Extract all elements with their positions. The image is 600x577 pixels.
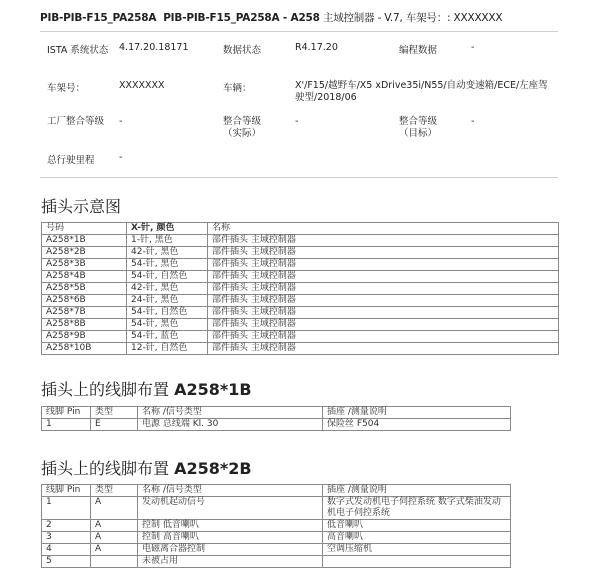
table-row bbox=[42, 419, 511, 431]
column-header-pins-color: X-针, 颜色 bbox=[127, 223, 208, 235]
mileage-label: 总行驶里程 bbox=[47, 155, 95, 166]
column-header-pin: 线脚 Pin bbox=[42, 485, 91, 497]
connector-name-cell: 部件插头 主域控制器 bbox=[208, 319, 559, 331]
connector-pins-color-cell: 54-针, 自然色 bbox=[127, 307, 208, 319]
target-level-label: 整合等级（目标） bbox=[399, 116, 438, 139]
pin-signal-cell: 电源 总线端 Kl. 30 bbox=[138, 419, 323, 431]
connector-number-cell: A258*6B bbox=[42, 295, 127, 307]
pin-type-cell: A bbox=[91, 520, 138, 532]
connector-number-cell: A258*7B bbox=[42, 307, 127, 319]
table-row bbox=[42, 319, 559, 331]
connector-name-cell: 部件插头 主域控制器 bbox=[208, 331, 559, 343]
pin-measurement-cell: 低音喇叭 bbox=[323, 520, 511, 532]
table-row bbox=[42, 271, 559, 283]
table-row bbox=[42, 497, 511, 520]
connector-name-cell: 部件插头 主域控制器 bbox=[208, 283, 559, 295]
table-row bbox=[42, 295, 559, 307]
pin-measurement-cell: 空调压缩机 bbox=[323, 544, 511, 556]
datastate-value: R4.17.20 bbox=[295, 42, 338, 53]
pin-signal-cell: 未被占用 bbox=[138, 556, 323, 568]
connector-number-cell: A258*5B bbox=[42, 283, 127, 295]
table-row bbox=[42, 343, 559, 355]
pin-number-cell: 5 bbox=[42, 556, 91, 568]
connector-pins-color-cell: 42-针, 黑色 bbox=[127, 283, 208, 295]
table-row bbox=[42, 247, 559, 259]
pin-number-cell: 1 bbox=[42, 497, 91, 520]
connector-number-cell: A258*1B bbox=[42, 235, 127, 247]
connector-pins-color-cell: 54-针, 黑色 bbox=[127, 259, 208, 271]
column-header-type: 类型 bbox=[91, 407, 138, 419]
pin-1b-title: 插头上的线脚布置 A258*1B bbox=[41, 380, 252, 399]
pin-number-cell: 4 bbox=[42, 544, 91, 556]
actual-level-label: 整合等级（实际） bbox=[223, 116, 262, 139]
table-row bbox=[42, 235, 559, 247]
column-header-measurement: 插座 /测量说明 bbox=[323, 407, 511, 419]
connector-name-cell: 部件插头 主域控制器 bbox=[208, 271, 559, 283]
programming-label: 编程数据 bbox=[399, 45, 438, 56]
connector-name-cell: 部件插头 主域控制器 bbox=[208, 247, 559, 259]
header-title-rest: 主域控制器 - V.7, 车架号：: XXXXXXX bbox=[319, 12, 503, 24]
vin-label: 车架号： bbox=[47, 83, 86, 94]
pin-number-cell: 3 bbox=[42, 532, 91, 544]
pin-measurement-cell bbox=[323, 556, 511, 568]
table-row bbox=[42, 259, 559, 271]
pin-2b-table bbox=[41, 484, 511, 568]
pin-type-cell: E bbox=[91, 419, 138, 431]
column-header-pin: 线脚 Pin bbox=[42, 407, 91, 419]
table-header-row bbox=[42, 223, 559, 235]
table-row bbox=[42, 556, 511, 568]
table-row bbox=[42, 532, 511, 544]
vin-value: XXXXXXX bbox=[119, 80, 165, 91]
pin-signal-cell: 发动机起动信号 bbox=[138, 497, 323, 520]
connector-name-cell: 部件插头 主域控制器 bbox=[208, 235, 559, 247]
ista-label: ISTA 系统状态 bbox=[47, 45, 109, 56]
table-row bbox=[42, 283, 559, 295]
table-row bbox=[42, 544, 511, 556]
table-row bbox=[42, 331, 559, 343]
connector-pins-color-cell: 1-针, 黑色 bbox=[127, 235, 208, 247]
connector-number-cell: A258*9B bbox=[42, 331, 127, 343]
pin-type-cell: A bbox=[91, 497, 138, 520]
info-divider bbox=[40, 177, 558, 178]
connector-pins-color-cell: 54-针, 蓝色 bbox=[127, 331, 208, 343]
connector-pins-color-cell: 42-针, 黑色 bbox=[127, 247, 208, 259]
programming-value: - bbox=[471, 42, 475, 53]
pin-measurement-cell: 数字式发动机电子伺控系统 数字式柴油发动机电子伺控系统 bbox=[323, 497, 511, 520]
connector-pins-color-cell: 54-针, 自然色 bbox=[127, 271, 208, 283]
actual-level-value: - bbox=[295, 116, 299, 127]
table-row bbox=[42, 307, 559, 319]
pin-type-cell: A bbox=[91, 544, 138, 556]
connector-pins-color-cell: 24-针, 黑色 bbox=[127, 295, 208, 307]
ista-value: 4.17.20.18171 bbox=[119, 42, 189, 53]
connector-number-cell: A258*2B bbox=[42, 247, 127, 259]
connector-pins-color-cell: 54-针, 黑色 bbox=[127, 319, 208, 331]
column-header-type: 类型 bbox=[91, 485, 138, 497]
pin-1b-title-id: A258*1B bbox=[174, 380, 252, 399]
pin-signal-cell: 控制 高音喇叭 bbox=[138, 532, 323, 544]
pin-2b-title-id: A258*2B bbox=[174, 459, 252, 478]
pin-2b-title: 插头上的线脚布置 A258*2B bbox=[41, 459, 252, 478]
document-header bbox=[40, 10, 558, 32]
connector-number-cell: A258*3B bbox=[42, 259, 127, 271]
pin-number-cell: 2 bbox=[42, 520, 91, 532]
pin-signal-cell: 控制 低音喇叭 bbox=[138, 520, 323, 532]
table-header-row bbox=[42, 407, 511, 419]
factory-level-label: 工厂整合等级 bbox=[47, 116, 105, 127]
datastate-label: 数据状态 bbox=[223, 45, 262, 56]
connector-overview-title: 插头示意图 bbox=[41, 197, 122, 216]
table-header-row bbox=[42, 485, 511, 497]
column-header-measurement: 插座 /测量说明 bbox=[323, 485, 511, 497]
connector-name-cell: 部件插头 主域控制器 bbox=[208, 259, 559, 271]
factory-level-value: - bbox=[119, 116, 123, 127]
connector-name-cell: 部件插头 主域控制器 bbox=[208, 295, 559, 307]
mileage-value: - bbox=[119, 152, 123, 163]
column-header-signal: 名称 /信号类型 bbox=[138, 485, 323, 497]
pin-1b-table bbox=[41, 406, 511, 431]
connector-name-cell: 部件插头 主域控制器 bbox=[208, 343, 559, 355]
header-id-2: PIB-PIB-F15_PA258A - A258 bbox=[163, 12, 320, 24]
pin-number-cell: 1 bbox=[42, 419, 91, 431]
connector-name-cell: 部件插头 主域控制器 bbox=[208, 307, 559, 319]
connector-pins-color-cell: 12-针, 自然色 bbox=[127, 343, 208, 355]
table-row bbox=[42, 520, 511, 532]
pin-signal-cell: 电磁离合器控制 bbox=[138, 544, 323, 556]
column-header-signal: 名称 /信号类型 bbox=[138, 407, 323, 419]
connector-number-cell: A258*8B bbox=[42, 319, 127, 331]
pin-type-cell: A bbox=[91, 532, 138, 544]
connector-number-cell: A258*4B bbox=[42, 271, 127, 283]
header-id-1: PIB-PIB-F15_PA258A bbox=[40, 12, 157, 24]
vehicle-label: 车辆： bbox=[223, 83, 252, 94]
column-header-name: 名称 bbox=[208, 223, 559, 235]
pin-type-cell bbox=[91, 556, 138, 568]
connector-number-cell: A258*10B bbox=[42, 343, 127, 355]
vehicle-value: X'/F15/越野车/X5 xDrive35i/N55/自动变速箱/ECE/左座驾驶型/2018/06 bbox=[295, 80, 548, 103]
connector-overview-table bbox=[41, 222, 559, 355]
column-header-number: 号码 bbox=[42, 223, 127, 235]
target-level-value: - bbox=[471, 116, 475, 127]
pin-measurement-cell: 保险丝 F504 bbox=[323, 419, 511, 431]
pin-measurement-cell: 高音喇叭 bbox=[323, 532, 511, 544]
